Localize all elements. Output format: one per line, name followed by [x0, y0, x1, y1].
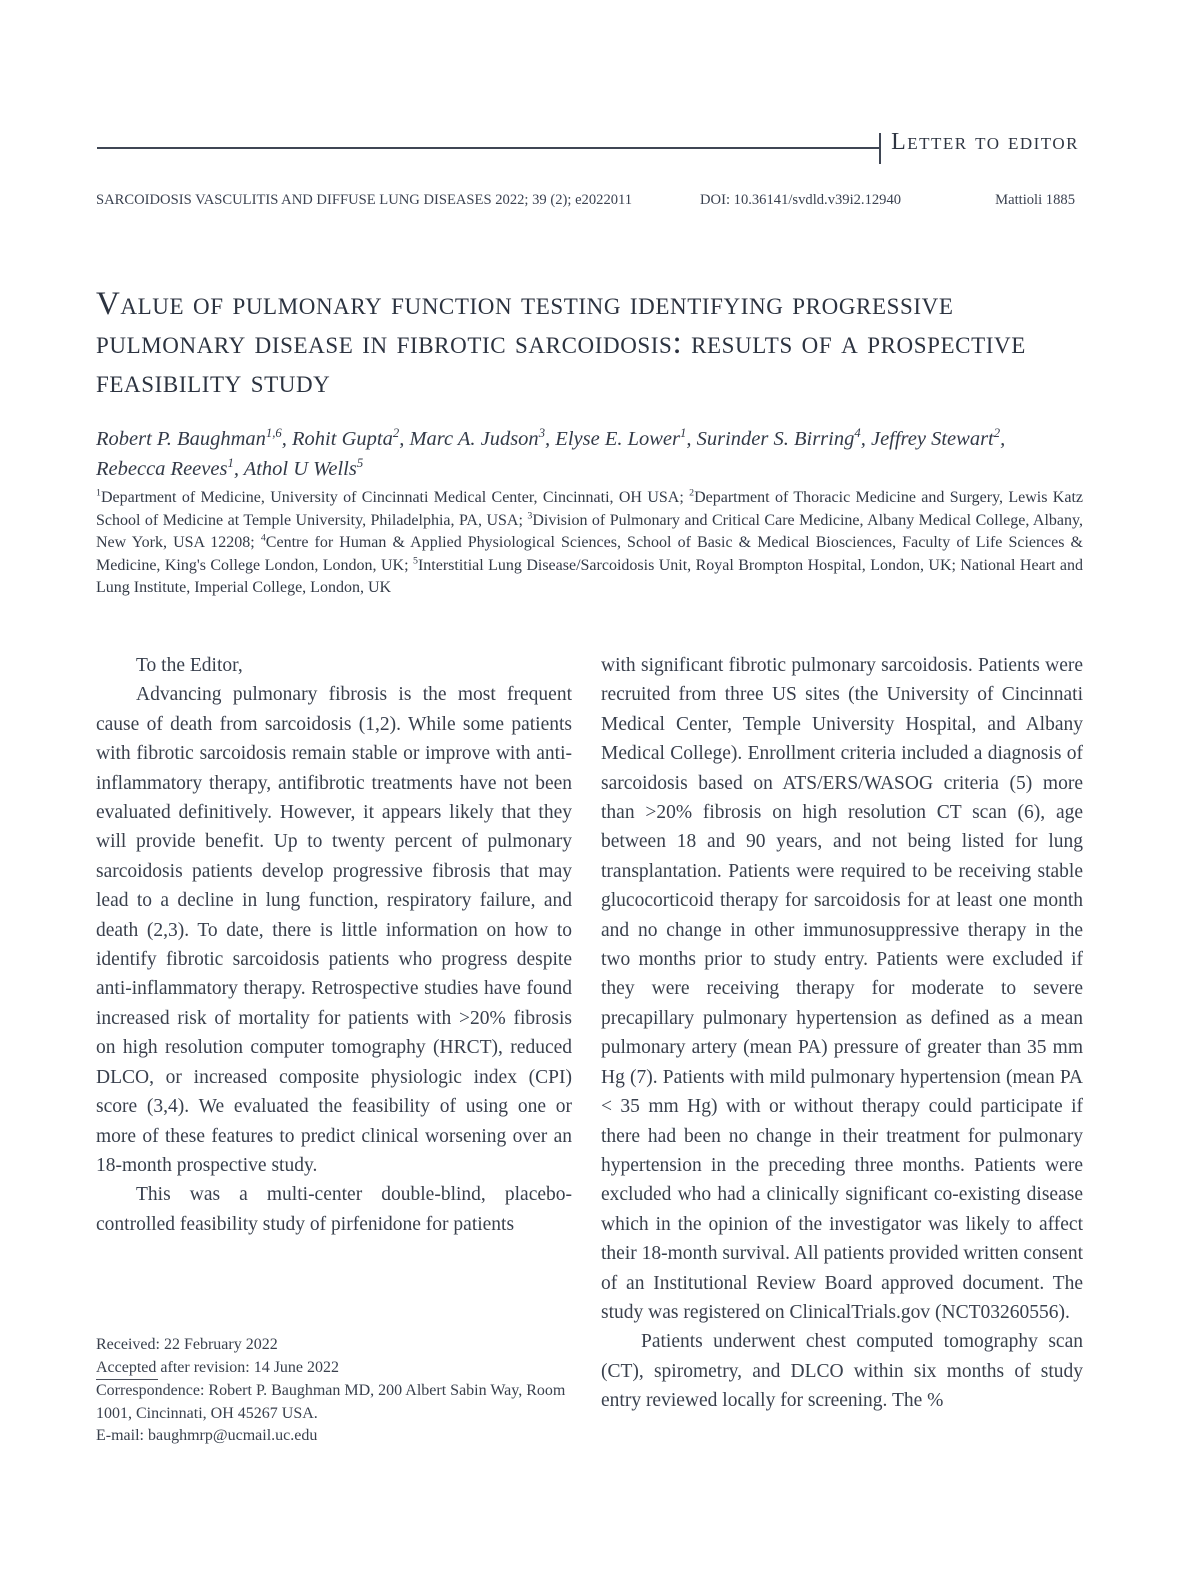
author-affiliation-sup: 2 [392, 426, 400, 441]
footnote-block [96, 1334, 566, 1448]
author-affiliation-sup: 3 [538, 426, 546, 441]
body-right-column [601, 651, 1083, 1416]
author-affiliation-sup: 1,6 [265, 426, 282, 441]
journal-name: SARCOIDOSIS VASCULITIS AND DIFFUSE LUNG DISEASES 2022; 39 (2); e2022011 [96, 192, 633, 208]
author-affiliation-sup: 1 [680, 426, 687, 441]
author-affiliation-sup: 5 [356, 456, 364, 471]
author-affiliation-sup: 1 [227, 456, 234, 471]
section-label: Letter to editor [891, 129, 1079, 155]
paragraph: This was a multi-center double-blind, placebo-controlled feasibility study of pirfenidone for patients [96, 1184, 572, 1235]
paragraph: Patients underwent chest computed tomography scan (CT), spirometry, and DLCO within six months of study entry reviewed locally for screening. The % [601, 1331, 1083, 1412]
affiliation-sup: 5 [412, 555, 418, 567]
affiliation-sup: 3 [527, 510, 533, 522]
left-column-paragraphs [96, 680, 572, 1239]
paragraph: Advancing pulmonary fibrosis is the most frequent cause of death from sarcoidosis (1,2). While some patients with fibrotic sarcoidosis remain stable or improve with anti-inflammatory therapy, antifibrotic treatments have not been evaluated definitively. However, it appears likely that they will provide benefit. Up to twenty percent of pulmonary sarcoidosis patients develop progressive fibrosis that may lead to a decline in lung function, respiratory failure, and death (2,3). To date, there is little information on how to identify fibrotic sarcoidosis patients who progress despite anti-inflammatory therapy. Retrospective studies have found increased risk of mortality for patients with >20% fibrosis on high resolution computer tomography (HRCT), reduced DLCO, or increased composite physiologic index (CPI) score (3,4). We evaluated the feasibility of using one or more of these features to predict clinical worsening over an 18-month prospective study. [96, 684, 572, 1176]
accepted-date: Accepted after revision: 14 June 2022 [96, 1358, 340, 1376]
header-rule [97, 147, 879, 149]
publisher: Mattioli 1885 [995, 192, 1075, 208]
affiliation-sup: 4 [260, 532, 266, 544]
body-left-column [96, 651, 572, 1239]
header-tick [879, 133, 881, 164]
right-column-paragraphs [601, 651, 1083, 1416]
correspondence: Correspondence: Robert P. Baughman MD, 200 Albert Sabin Way, Room 1001, Cincinnati, OH 45267 USA. [96, 1382, 566, 1422]
paragraph: with significant fibrotic pulmonary sarcoidosis. Patients were recruited from three US sites (the University of Cincinnati Medical Center, Temple University Hospital, and Albany Medical College). Enrollment criteria included a diagnosis of sarcoidosis based on ATS/ERS/WASOG criteria (5) more than >20% fibrosis on high resolution CT scan (6), age between 18 and 90 years, and not being listed for lung transplantation. Patients were required to be receiving stable glucocorticoid therapy for sarcoidosis for at least one month and no change in other immunosuppressive therapy in the two months prior to study entry. Patients were excluded if they were receiving therapy for moderate to severe precapillary pulmonary hypertension as defined as a mean pulmonary artery (mean PA) pressure of greater than 35 mm Hg (7). Patients with mild pulmonary hypertension (mean PA < 35 mm Hg) with or without therapy could participate if there had been no change in their treatment for pulmonary hypertension in the preceding three months. Patients were excluded who had a clinically significant co-existing disease which in the opinion of the investigator was likely to affect their 18-month survival. All patients provided written consent of an Institutional Review Board approved document. The study was registered on ClinicalTrials.gov (NCT03260556). [601, 655, 1083, 1323]
author-affiliation-sup: 2 [993, 426, 1001, 441]
doi: DOI: 10.36141/svdld.v39i2.12940 [700, 192, 902, 208]
email: E-mail: baughmrp@ucmail.uc.edu [96, 1427, 318, 1444]
affiliation-sup: 1 [96, 487, 101, 499]
affiliation-sup: 2 [689, 487, 695, 499]
author-affiliation-sup: 4 [854, 426, 861, 441]
received-date: Received: 22 February 2022 [96, 1336, 278, 1353]
salutation: To the Editor, [136, 655, 243, 676]
page-title: Value of pulmonary function testing identifying progressive pulmonary disease in fibrotic sarcoidosis: results of a prospective feasibility study [96, 286, 1026, 400]
affiliations: $^1$Department of Medicine, University of Cincinnati Medical Center, Cincinnati, OH USA; $^2$Department of Thoracic Medicine and Surgery, Lewis Katz School of Medicine at Temple University, Philadelphia, PA, USA; $^3$Division of Pulmonary and Critical Care Medicine, Albany Medical College, Albany, New York, USA 12208; $^4$Centre for Human & Applied Physiological Sciences, School of Basic & Medical Biosciences, Faculty of Life Sciences & Medicine, King's College London, London, UK; $^5$Interstitial Lung Disease/Sarcoidosis Unit, Royal Brompton Hospital, London, UK; National Heart and Lung Institute, Imperial College, London, UK [96, 487, 1084, 597]
author-line: Robert P. Baughman$^{1,6}$, Rohit Gupta$^2$, Marc A. Judson$^3$, Elyse E. Lower$^1$, Surinder S. Birring$^4$, Jeffrey Stewart$^2$, Rebecca Reeves$^1$, Athol U Wells$^5$ [96, 426, 1006, 480]
